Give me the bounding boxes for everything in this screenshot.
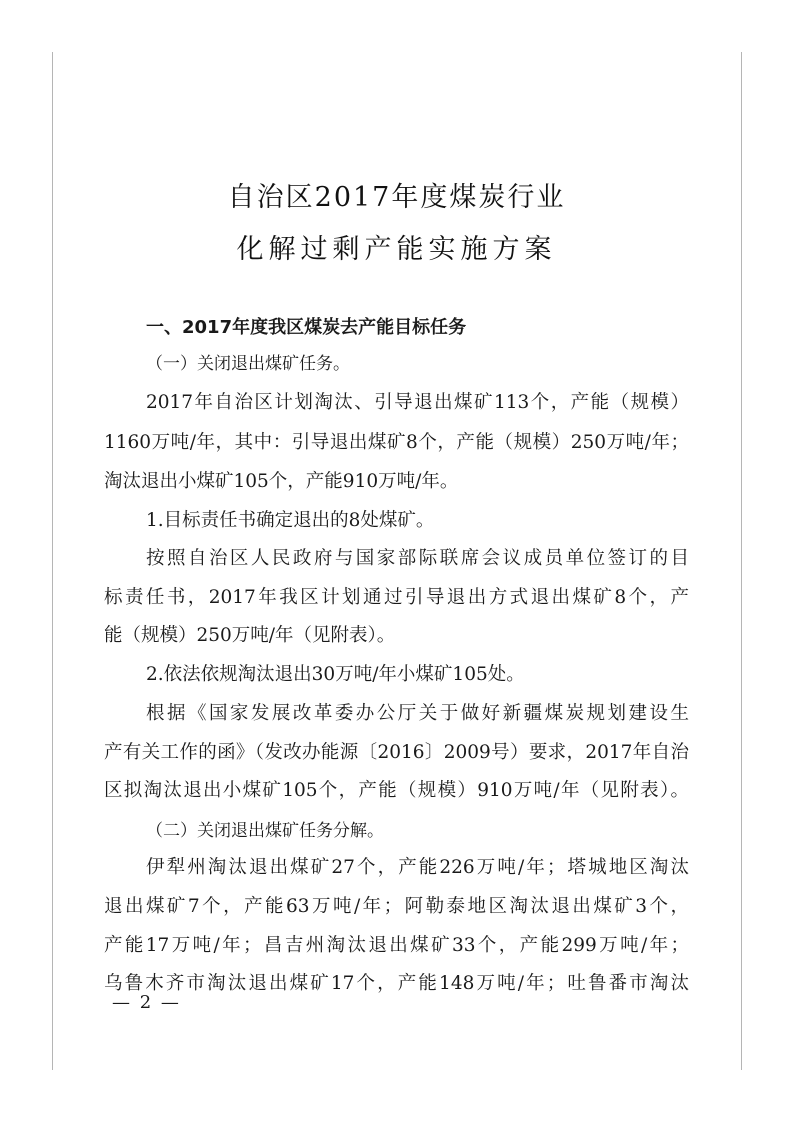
numbered-item-heading: 2.依法依规淘汰退出30万吨/年小煤矿105处。 [146,664,525,685]
paragraph-line: 按照自治区人民政府与国家部际联席会议成员单位签订的目 [146,548,689,569]
paragraph-line: 乌鲁木齐市淘汰退出煤矿17个，产能148万吨/年；吐鲁番市淘汰 [104,973,689,994]
paragraph-line: 退出煤矿7个，产能63万吨/年；阿勒泰地区淘汰退出煤矿3个， [104,896,689,917]
paragraph-line: 能（规模）250万吨/年（见附表）。 [104,625,396,646]
subsection-heading: （二）关闭退出煤矿任务分解。 [146,821,384,841]
document-title-line-2: 化解过剩产能实施方案 [236,234,557,265]
page-number: — 2 — [112,992,181,1013]
paragraph-line: 1160万吨/年，其中：引导退出煤矿8个，产能（规模）250万吨/年； [104,432,689,453]
section-heading: 一、2017年度我区煤炭去产能目标任务 [146,317,467,338]
document-title-line-1: 自治区2017年度煤炭行业 [227,182,566,213]
numbered-item-heading: 1.目标责任书确定退出的8处煤矿。 [146,510,435,531]
paragraph-line: 标责任书，2017年我区计划通过引导退出方式退出煤矿8个，产 [104,587,689,608]
paragraph-line: 2017年自治区计划淘汰、引导退出煤矿113个，产能（规模） [146,392,689,413]
paragraph-line: 伊犁州淘汰退出煤矿27个，产能226万吨/年；塔城地区淘汰 [146,857,689,878]
paragraph-line: 淘汰退出小煤矿105个，产能910万吨/年。 [104,471,459,492]
paragraph-line: 根据《国家发展改革委办公厅关于做好新疆煤炭规划建设生 [146,703,689,724]
subsection-heading: （一）关闭退出煤矿任务。 [146,354,350,374]
paragraph-line: 区拟淘汰退出小煤矿105个，产能（规模）910万吨/年（见附表）。 [104,780,689,801]
paragraph-line: 产有关工作的函》（发改办能源〔2016〕2009号）要求，2017年自治 [104,742,689,763]
paragraph-line: 产能17万吨/年；昌吉州淘汰退出煤矿33个，产能299万吨/年； [104,935,689,956]
